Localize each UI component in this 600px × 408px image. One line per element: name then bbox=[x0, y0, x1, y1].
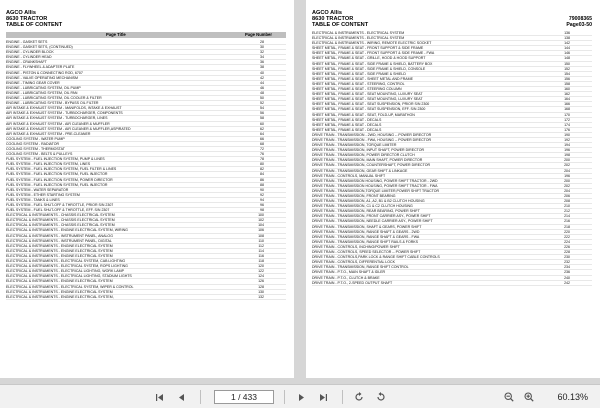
toc-entry-title: ELECTRICAL & INSTRUMENTS - CHASSIS ELECTRICAL SYSTEM bbox=[6, 218, 115, 223]
toc-entry-title: ELECTRICAL & INSTRUMENTS - ELECTRICAL SYSTEM, WIPER & CONTROL bbox=[6, 284, 134, 289]
toc-entry-page: 156 bbox=[564, 76, 570, 81]
toc-entry-page: 210 bbox=[564, 204, 570, 209]
toc-entry-title: ENGINE - TIMING GEAR COVER bbox=[6, 80, 60, 85]
toc-entry-title: SHEET METAL, FRAME & SEAT - FRONT SUPPORT & SIDE FRAME bbox=[312, 46, 424, 51]
toc-entry-page: 94 bbox=[260, 197, 264, 202]
toc-entry-title: DRIVE TRAIN - TRANSMISSION - 2WD, HOUSING -- POWER DIRECTOR bbox=[312, 132, 432, 137]
toc-entry-page: 84 bbox=[260, 172, 264, 177]
toc-entry-page: 88 bbox=[260, 182, 264, 187]
toc-entry-title: FUEL SYSTEM - ETHER STARTING SYSTEM bbox=[6, 192, 80, 197]
toc-entry-page: 102 bbox=[258, 218, 264, 223]
zoom-out-icon bbox=[504, 392, 514, 402]
toc-entry-title: FUEL SYSTEM - FUEL INJECTION SYSTEM, LINES bbox=[6, 162, 91, 167]
toc-entry-page: 66 bbox=[260, 136, 264, 141]
toc-entry-title: ENGINE - FLYWHEEL & ADAPTER PLATE bbox=[6, 65, 75, 70]
toc-entry-page: 196 bbox=[564, 173, 570, 178]
column-header bbox=[6, 32, 286, 38]
toc-entry-title: COOLING SYSTEM - BELTS & PULLEYS bbox=[6, 152, 73, 157]
toc-entry-title: ELECTRICAL & INSTRUMENTS - CHASSIS ELECTRICAL SYSTEM bbox=[6, 213, 115, 218]
toc-entry-title: DRIVE TRAIN - CONTROLS, INCHING/POWER SHIFT bbox=[312, 244, 400, 249]
next-page-icon bbox=[297, 393, 306, 402]
toc-entry-title: DRIVE TRAIN - TRANSMISSION, RANGE SHIFT CONTROL bbox=[312, 265, 409, 270]
toc-entry-page: 208 bbox=[564, 199, 570, 204]
toc-entry-page: 56 bbox=[260, 111, 264, 116]
toc-entry-title: DRIVE TRAIN - TRANSMISSION, TORQUE LIMITER bbox=[312, 143, 397, 148]
toc-entry-page: 202 bbox=[564, 183, 570, 188]
rotate-right-icon bbox=[376, 392, 386, 402]
toc-entry-page: 232 bbox=[564, 260, 570, 265]
toc-entry-page: 240 bbox=[564, 275, 570, 280]
toc-entry-page: 78 bbox=[260, 157, 264, 162]
toc-entry-title: DRIVE TRAIN - TRANSMISSION HOUSING, POWER SHIFT TRACTOR - FWA bbox=[312, 183, 438, 188]
toc-entry-title: SHEET METAL, FRAME & SEAT - SEAT SUSPENSION, PRIOR S/N 2300 bbox=[312, 102, 430, 107]
toc-entry-page: 230 bbox=[564, 255, 570, 260]
brand-title: AGCO Allis bbox=[312, 10, 342, 16]
toc-entry-title: COOLING SYSTEM - WATER PUMP bbox=[6, 136, 65, 141]
toc-entry-page: 198 bbox=[564, 153, 570, 158]
toc-entry-title: DRIVE TRAIN - TRANSMISSION - FWA, HOUSING -- POWER DIRECTOR bbox=[312, 137, 432, 142]
toc-entry-title: ELECTRICAL & INSTRUMENTS - ELECTRICAL SYSTEM bbox=[312, 36, 405, 41]
toc-entry-title: AIR INTAKE & EXHAUST SYSTEM - PRE-CLEANER bbox=[6, 131, 91, 136]
toc-entry-title: FUEL SYSTEM - FUEL INJECTION SYSTEM, POWER DIRECTOR bbox=[6, 177, 113, 182]
toc-entry-title: ELECTRICAL & INSTRUMENTS - INSTRUMENT PANEL, DIGITAL bbox=[6, 238, 112, 243]
toc-entry-page: 236 bbox=[564, 270, 570, 275]
toc-entry-title: FUEL SYSTEM - FUEL INJECTION SYSTEM, FUEL INJECTOR bbox=[6, 172, 108, 177]
toc-entry-title: FUEL SYSTEM - FUEL SHUT-OFF & THROTTLE, EFF. S/N 2307 bbox=[6, 208, 110, 213]
toc-entry-page: 68 bbox=[260, 141, 264, 146]
toc-entry-title: DRIVE TRAIN - CONTROLS, MANUAL SHIFT bbox=[312, 173, 386, 178]
toc-entry-page: 80 bbox=[260, 162, 264, 167]
toc-entry-page: 58 bbox=[260, 116, 264, 121]
toc-entry-title: SHEET METAL, FRAME & SEAT - SEAT, FOLD-UP, MARATHON bbox=[312, 112, 415, 117]
toc-entry-page: 128 bbox=[258, 284, 264, 289]
toc-entry-title: SHEET METAL, FRAME & SEAT - GRILLE, HOOD & HOOD SUPPORT bbox=[312, 56, 426, 61]
toc-list bbox=[6, 40, 286, 300]
toc-entry-page: 120 bbox=[258, 264, 264, 269]
toc-entry-title: ENGINE - GASKET SETS bbox=[6, 40, 48, 44]
page-number-input[interactable]: 1 / 433 bbox=[214, 390, 274, 404]
toc-entry-title: SHEET METAL, FRAME & SEAT - STEERING COLUMN bbox=[312, 87, 402, 92]
toc-entry-title: FUEL SYSTEM - FUEL INJECTION SYSTEM, FUEL FILTER & LINES bbox=[6, 167, 117, 172]
toc-entry-page: 226 bbox=[564, 244, 570, 249]
toc-entry-page: 190 bbox=[564, 132, 570, 137]
toc-entry-title: DRIVE TRAIN - TRANSMISSION, FRONT BEARING bbox=[312, 194, 396, 198]
toc-entry-title: DRIVE TRAIN - TRANSMISSION, FRONT CARRIER ASY., POWER SHIFT bbox=[312, 214, 431, 219]
toc-entry-title: SHEET METAL, FRAME & SEAT - SEAT MOUNTING, LUXURY SEAT bbox=[312, 92, 423, 97]
toc-entry-page: 234 bbox=[564, 265, 570, 270]
toc-entry-page: 62 bbox=[260, 126, 264, 131]
toc-entry-page: 176 bbox=[564, 127, 570, 132]
toc-entry-page: 76 bbox=[260, 152, 264, 157]
toc-entry-page: 218 bbox=[564, 224, 570, 229]
toc-entry-title: ELECTRICAL & INSTRUMENTS - ELECTRICAL LIGHTING, WORK LAMP bbox=[6, 269, 124, 274]
toc-entry-title: ENGINE - CYLINDER BLOCK bbox=[6, 50, 54, 55]
toc-entry-title: DRIVE TRAIN - TRANSMISSION, GEAR SHIFT & LINKAGE bbox=[312, 168, 408, 173]
toc-entry-page: 200 bbox=[564, 178, 570, 183]
toc-entry-title: ELECTRICAL & INSTRUMENTS - ENGINE ELECTRICAL SYSTEM bbox=[6, 279, 113, 284]
next-page-button[interactable] bbox=[292, 385, 310, 408]
zoom-in-icon bbox=[524, 392, 534, 402]
toc-entry-page: 132 bbox=[258, 294, 264, 299]
toc-entry-title: ELECTRICAL & INSTRUMENTS - INSTRUMENT PANEL, ANALOG bbox=[6, 233, 113, 238]
toc-entry-title: SHEET METAL, FRAME & SEAT - FRONT SUPPORT & SIDE FRAME - FWA bbox=[312, 51, 435, 56]
brand-title: AGCO Allis bbox=[6, 10, 36, 16]
toc-entry-title: ENGINE - PISTON & CONNECTING ROD, 6707 bbox=[6, 70, 83, 75]
toc-entry-title: FUEL SYSTEM - TANKS & LINES bbox=[6, 197, 60, 202]
toc-entry-page: 72 bbox=[260, 146, 264, 151]
toc-entry-page: 142 bbox=[564, 41, 570, 46]
toc-entry-page: 86 bbox=[260, 177, 264, 182]
toc-entry-title: COOLING SYSTEM - THERMOSTAT bbox=[6, 146, 65, 151]
toc-entry-page: 224 bbox=[564, 239, 570, 244]
toc-entry-title: FUEL SYSTEM - FUEL INJECTION SYSTEM, PUMP & LINES bbox=[6, 157, 105, 162]
toc-entry-title: DRIVE TRAIN - CONTROLS,PARK LOCK & RANGE SHIFT CABLE CONTROLS bbox=[312, 255, 440, 260]
toc-entry-title: ELECTRICAL & INSTRUMENTS - ENGINE ELECTRICAL SYSTEM, bbox=[6, 294, 114, 299]
toc-entry-title: ENGINE - LUBRICATING SYSTEM, OIL PAN bbox=[6, 90, 78, 95]
toc-row[interactable] bbox=[312, 281, 592, 286]
toc-entry-page: 40 bbox=[260, 70, 264, 75]
toc-entry-title: ELECTRICAL & INSTRUMENTS - ENGINE ELECTRICAL SYSTEM, WIRING bbox=[6, 228, 128, 233]
pdf-page-right bbox=[306, 0, 600, 378]
toc-entry-title: DRIVE TRAIN - TRANSMISSION HOUSING, POWER SHIFT TRACTOR - 2WD bbox=[312, 178, 438, 183]
toc-entry-page: 36 bbox=[260, 60, 264, 65]
divider bbox=[200, 390, 201, 404]
model-title: 8630 TRACTOR bbox=[312, 16, 354, 22]
toc-entry-page: 38 bbox=[260, 65, 264, 70]
toc-entry-page: 220 bbox=[564, 229, 570, 234]
toc-entry-title: DRIVE TRAIN - TRANSMISSION, POWER DIRECTOR CLUTCH bbox=[312, 153, 415, 158]
toc-entry-title: DRIVE TRAIN - CONTROLS, DIFFERENTIAL LOCK bbox=[312, 260, 395, 265]
toc-entry-page: 116 bbox=[258, 253, 264, 258]
toc-entry-title: ELECTRICAL & INSTRUMENTS - ENGINE ELECTRICAL SYSTEM bbox=[6, 248, 113, 253]
last-page-button[interactable] bbox=[314, 385, 332, 408]
toc-entry-page: 212 bbox=[564, 209, 570, 214]
toc-entry-title: AIR INTAKE & EXHAUST SYSTEM - AIR CLEANER & MUFFLER bbox=[6, 121, 110, 126]
doc-number: 79008365 bbox=[568, 16, 592, 22]
pdf-page-left bbox=[0, 0, 294, 378]
toc-entry-title: ENGINE - CYLINDER HEAD bbox=[6, 55, 52, 60]
toc-entry-page: 168 bbox=[564, 107, 570, 112]
rotate-right-button[interactable] bbox=[372, 385, 390, 408]
toc-entry-page: 148 bbox=[564, 56, 570, 61]
toc-entry-page: 104 bbox=[258, 223, 264, 228]
toc-entry-title: DRIVE TRAIN - TRANSMISSION, MAIN SHAFT, POWER DIRECTOR bbox=[312, 158, 423, 163]
divider bbox=[284, 390, 285, 404]
toc-entry-title: SHEET METAL, FRAME & SEAT - SIDE FRAME & SHIELD bbox=[312, 71, 406, 76]
toc-entry-page: 28 bbox=[260, 40, 264, 44]
toc-entry-title: SHEET METAL, FRAME & SEAT - DECALS bbox=[312, 127, 382, 132]
col-title: Page Title bbox=[106, 32, 126, 37]
toc-entry-title: DRIVE TRAIN - CONTROLS, SPEED SELECTOR -- POWER SHIFT bbox=[312, 250, 421, 255]
toc-entry-title: ELECTRICAL & INSTRUMENTS - WIRING, REMOTE ELECTRIC SOCKET bbox=[312, 41, 432, 46]
toc-entry-title: SHEET METAL, FRAME & SEAT - SIDE FRAME & SHIELD, CONSOLE bbox=[312, 66, 426, 71]
toc-entry-title: FUEL SYSTEM - FUEL SHUT-OFF & THROTTLE, PRIOR S/N 2307 bbox=[6, 203, 114, 207]
toc-entry-title: ENGINE - VALVE OPERATING MECHANISM bbox=[6, 75, 78, 80]
toc-entry-title: DRIVE TRAIN - TRANSMISSION, RANGE SHAFT & GEARS - 2WD bbox=[312, 229, 420, 234]
toc-entry-page: 44 bbox=[260, 80, 264, 85]
toc-entry-title: COOLING SYSTEM - RADIATOR bbox=[6, 141, 60, 146]
toc-entry-title: ELECTRICAL & INSTRUMENTS - ELECTRICAL SYSTEM, ROPS LIGHTING bbox=[6, 264, 128, 269]
toc-entry-page: 100 bbox=[258, 213, 264, 218]
toc-entry-page: 144 bbox=[564, 46, 570, 51]
toc-entry-page: 202 bbox=[564, 163, 570, 168]
toc-entry-page: 122 bbox=[258, 269, 264, 274]
toc-entry-page: 170 bbox=[564, 112, 570, 117]
toc-entry-title: FUEL SYSTEM - WATER SEPARATOR bbox=[6, 187, 69, 192]
toc-entry-page: 118 bbox=[258, 259, 264, 264]
toc-entry-title: SHEET METAL, FRAME & SEAT - SEAT MOUNTING, LUXURY SEAT bbox=[312, 97, 423, 102]
toc-entry-page: 160 bbox=[564, 87, 570, 92]
divider bbox=[342, 390, 343, 404]
toc-entry-title: DRIVE TRAIN - P.T.O., 2-SPEED OUTPUT SHAFT bbox=[312, 280, 393, 285]
toc-entry-page: 54 bbox=[260, 106, 264, 111]
toc-entry-page: 162 bbox=[564, 92, 570, 97]
toc-entry-title: DRIVE TRAIN - P.T.O., CLUTCH & BRAKE bbox=[312, 275, 380, 280]
toc-entry-page: 130 bbox=[258, 289, 264, 294]
toc-entry-title: ENGINE - LUBRICATING SYSTEM, OIL COOLER & FILTER bbox=[6, 96, 102, 101]
toc-entry-title: SHEET METAL, FRAME & SEAT - DECALS bbox=[312, 122, 382, 127]
toc-entry-title: SHEET METAL, FRAME & SEAT - DECALS bbox=[312, 117, 382, 122]
toc-entry-title: SHEET METAL, FRAME & SEAT - SEAT SUSPENSION, EFF. S/N 2300 bbox=[312, 107, 426, 112]
toc-entry-page: 110 bbox=[258, 238, 264, 243]
toc-entry-page: 90 bbox=[260, 187, 264, 192]
toc-entry-page: 42 bbox=[260, 75, 264, 80]
toc-entry-title: ELECTRICAL & INSTRUMENTS - ELECTRICAL SYSTEM, CAB LIGHTING bbox=[6, 259, 126, 264]
toc-entry-page: 96 bbox=[260, 203, 264, 207]
col-number: Page Number bbox=[245, 32, 272, 37]
toc-entry-title: DRIVE TRAIN - TRANSMISSION, A1, A2, B1 & B2 CLUTCH HOUSING bbox=[312, 199, 425, 204]
toc-entry-title: ENGINE - LUBRICATING SYSTEM - BYPASS OIL FILTER bbox=[6, 101, 99, 106]
toc-entry-title: DRIVE TRAIN - TRANSMISSION, REAR BEARING, POWER SHIFT bbox=[312, 209, 420, 214]
toc-entry-page: 158 bbox=[564, 81, 570, 86]
toc-entry-title: ENGINE - GASKET SETS, (CONTINUED) bbox=[6, 45, 73, 50]
rotate-left-button[interactable] bbox=[350, 385, 368, 408]
toc-entry-page: 204 bbox=[564, 188, 570, 193]
toc-entry-page: 196 bbox=[564, 148, 570, 153]
toc-entry-page: 98 bbox=[260, 208, 264, 213]
toc-entry-page: 82 bbox=[260, 167, 264, 172]
toc-entry-title: ENGINE - CRANKSHAFT bbox=[6, 60, 47, 65]
toc-list bbox=[312, 31, 592, 286]
toc-entry-title: ELECTRICAL & INSTRUMENTS - ENGINE ELECTRICAL SYSTEM bbox=[6, 289, 113, 294]
toc-entry-page: 174 bbox=[564, 122, 570, 127]
toc-entry-page: 154 bbox=[564, 71, 570, 76]
toc-entry-title: ELECTRICAL & INSTRUMENTS - ENGINE ELECTRICAL SYSTEM bbox=[6, 253, 113, 258]
toc-entry-title: ELECTRICAL & INSTRUMENTS - ELECTRICAL SYSTEM bbox=[312, 31, 405, 35]
toc-entry-page: 60 bbox=[260, 121, 264, 126]
toc-entry-page: 64 bbox=[260, 131, 264, 136]
toc-entry-title: ELECTRICAL & INSTRUMENTS - ELECTRICAL LIGHTING, STADIUM LIGHTS bbox=[6, 274, 132, 279]
prev-page-button[interactable] bbox=[172, 385, 190, 408]
toc-entry-title: DRIVE TRAIN - TRANSMISSION, SHAFT & GEARS, POWER SHIFT bbox=[312, 224, 422, 229]
toc-entry-page: 200 bbox=[564, 158, 570, 163]
toc-entry-title: DRIVE TRAIN - TRANSMISSION, RANGE SHIFT RAILS & FORKS bbox=[312, 239, 419, 244]
toc-entry-page: 166 bbox=[564, 102, 570, 107]
zoom-level[interactable]: 60.13% bbox=[557, 392, 588, 402]
section-title: TABLE OF CONTENT bbox=[312, 22, 369, 28]
toc-entry-page: 228 bbox=[564, 250, 570, 255]
toc-entry-title: ELECTRICAL & INSTRUMENTS - CHASSIS ELECTRICAL SYSTEM bbox=[6, 223, 115, 228]
toc-entry-page: 206 bbox=[564, 194, 570, 198]
toc-entry-title: AIR INTAKE & EXHAUST SYSTEM - AIR CLEANER & MUFFLER,ASPIRATED bbox=[6, 126, 131, 131]
toc-entry-page: 150 bbox=[564, 61, 570, 66]
toc-entry-page: 138 bbox=[564, 36, 570, 41]
first-page-button[interactable] bbox=[150, 385, 168, 408]
toc-entry-title: ELECTRICAL & INSTRUMENTS - ENGINE ELECTRICAL SYSTEM bbox=[6, 243, 113, 248]
toc-entry-title: DRIVE TRAIN - TRANSMISSION, INPUT SHAFT, POWER DIRECTOR bbox=[312, 148, 425, 153]
toc-entry-page: 108 bbox=[258, 233, 264, 238]
toc-entry-title: ENGINE - LUBRICATING SYSTEM, OIL PUMP bbox=[6, 85, 81, 90]
toc-entry-page: 152 bbox=[564, 66, 570, 71]
toc-entry-title: AIR INTAKE & EXHAUST SYSTEM - TURBOCHARGER, LINES bbox=[6, 116, 108, 121]
toc-entry-page: 222 bbox=[564, 234, 570, 239]
zoom-out-button[interactable] bbox=[500, 385, 518, 408]
toc-entry-title: AIR INTAKE & EXHAUST SYSTEM - MANIFOLDS, INTAKE & EXHAUST bbox=[6, 106, 122, 111]
toc-entry-title: DRIVE TRAIN - TRANSMISSION,TORQUE LIMITER,POWER SHIFT TRACTOR bbox=[312, 188, 440, 193]
toc-entry-title: DRIVE TRAIN - P.T.O., MAIN SHAFT & IDLER bbox=[312, 270, 386, 275]
toc-entry-title: DRIVE TRAIN - TRANSMISSION, NEEDLE CARRIER ASY., POWER SHIFT bbox=[312, 219, 433, 224]
toc-entry-title: DRIVE TRAIN - TRANSMISSION, C1 & C2 CLUTCH HOUSING bbox=[312, 204, 413, 209]
zoom-in-button[interactable] bbox=[520, 385, 538, 408]
toc-entry-page: 106 bbox=[258, 228, 264, 233]
toc-entry-page: 126 bbox=[258, 279, 264, 284]
toc-entry-page: 164 bbox=[564, 97, 570, 102]
first-page-icon bbox=[155, 393, 164, 402]
toc-entry-page: 194 bbox=[564, 143, 570, 148]
page-ref: Page03-50 bbox=[566, 22, 592, 28]
toc-entry-title: SHEET METAL, FRAME & SEAT - SIDE FRAME & SHIELD, BATTERY BOX bbox=[312, 61, 433, 66]
toc-entry-page: 48 bbox=[260, 90, 264, 95]
toc-entry-page: 92 bbox=[260, 192, 264, 197]
toc-entry-title: SHEET METAL, FRAME & SEAT - STEERING, CONTROL bbox=[312, 81, 405, 86]
toc-entry-page: 216 bbox=[564, 219, 570, 224]
toc-entry-title: SHEET METAL, FRAME & SEAT - SHEET METAL AND FRAME bbox=[312, 76, 413, 81]
model-title: 8630 TRACTOR bbox=[6, 16, 48, 22]
rotate-left-icon bbox=[354, 392, 364, 402]
toc-entry-page: 136 bbox=[564, 31, 570, 35]
section-title: TABLE OF CONTENT bbox=[6, 22, 63, 28]
toc-entry-page: 34 bbox=[260, 55, 264, 60]
toc-row[interactable] bbox=[6, 295, 286, 300]
toc-entry-page: 30 bbox=[260, 45, 264, 50]
toc-entry-page: 52 bbox=[260, 101, 264, 106]
toc-entry-title: AIR INTAKE & EXHAUST SYSTEM - TURBOCHARGER, COMPONENTS bbox=[6, 111, 123, 116]
toc-entry-title: DRIVE TRAIN - TRANSMISSION, COUNTERSHAFT, POWER DIRECTOR bbox=[312, 163, 431, 168]
toc-entry-page: 112 bbox=[258, 243, 264, 248]
toc-entry-page: 32 bbox=[260, 50, 264, 55]
toc-entry-page: 192 bbox=[564, 137, 570, 142]
toc-entry-page: 46 bbox=[260, 85, 264, 90]
toc-entry-page: 124 bbox=[258, 274, 264, 279]
toc-entry-page: 214 bbox=[564, 214, 570, 219]
prev-page-icon bbox=[177, 393, 186, 402]
toc-entry-page: 50 bbox=[260, 96, 264, 101]
toc-entry-title: FUEL SYSTEM - FUEL INJECTION SYSTEM, FUEL INJECTOR bbox=[6, 182, 108, 187]
toc-entry-page: 146 bbox=[564, 51, 570, 56]
toc-entry-title: DRIVE TRAIN - TRANSMISSION, RANGE SHAFT & GEARS - FWA bbox=[312, 234, 420, 239]
toc-entry-page: 204 bbox=[564, 168, 570, 173]
viewer-toolbar bbox=[0, 384, 600, 408]
last-page-icon bbox=[319, 393, 328, 402]
toc-entry-page: 242 bbox=[564, 280, 570, 285]
toc-entry-page: 172 bbox=[564, 117, 570, 122]
toc-entry-page: 114 bbox=[258, 248, 264, 253]
